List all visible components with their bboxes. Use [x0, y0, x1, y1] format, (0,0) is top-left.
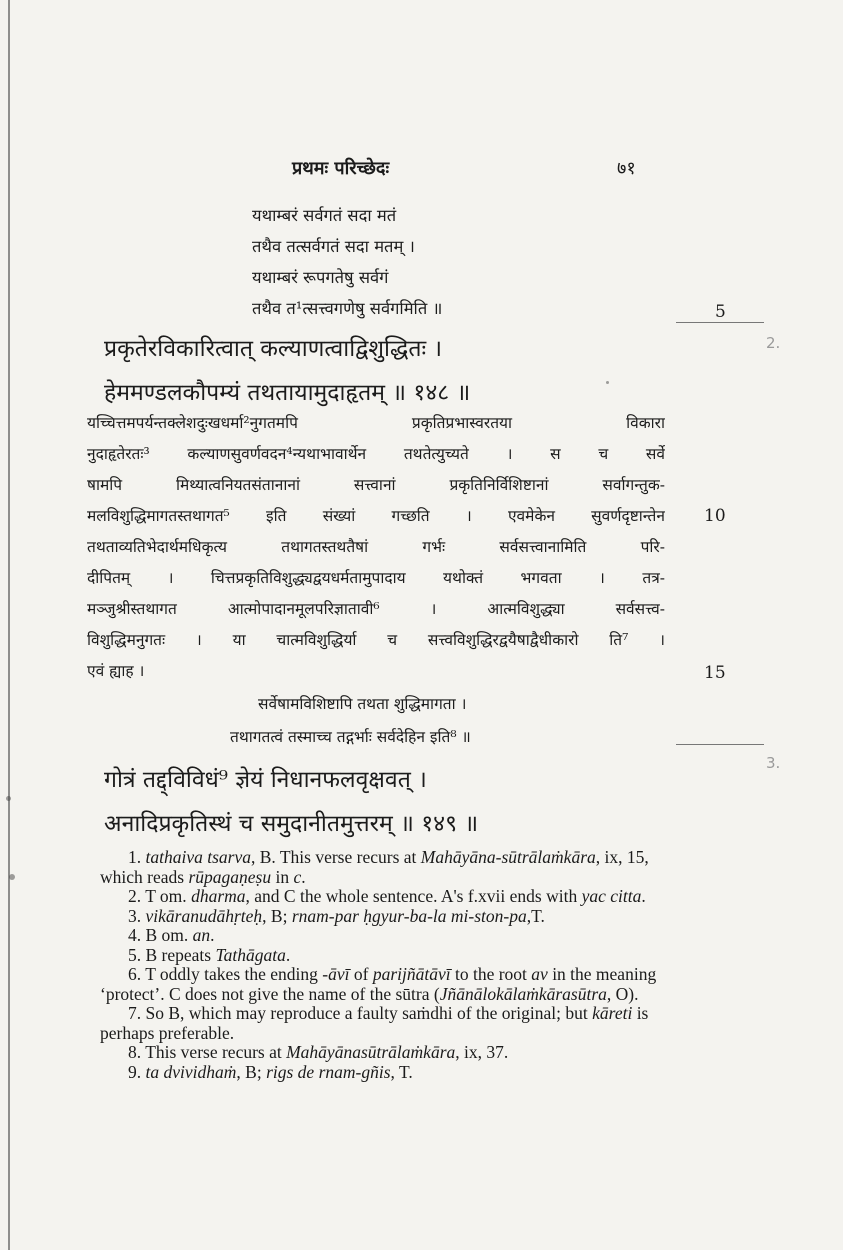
pencil-mark: 2. — [766, 334, 781, 352]
footnote-italic-text: ta dvividhaṁ — [145, 1061, 237, 1082]
commentary-line: मञ्जुश्रीस्तथागत आत्मोपादानमूलपरिज्ञातावी⁶ । आत्मविशुद्ध्या सर्वसत्त्व- — [87, 600, 665, 618]
commentary-line: नुदाहृतेरतः³ कल्याणसुवर्णवदन⁴न्यथाभावार्थेन तथतेत्युच्यते । स च सर्वे — [87, 445, 665, 463]
footnote-italic-text: dharma — [191, 886, 246, 906]
footnote-italic-text: c — [293, 866, 302, 887]
footnote-text: ,T. — [526, 905, 545, 926]
footnote-text: of — [349, 964, 373, 984]
commentary-line: एवं ह्याह । — [87, 662, 145, 680]
footnote-text: , O). — [606, 983, 639, 1004]
commentary — [87, 408, 665, 687]
footnote-italic-text: Tathāgata — [215, 944, 286, 965]
footnote-number: 2. — [128, 886, 146, 906]
footnote-italic-text: an — [192, 925, 211, 945]
footnote-text: . — [210, 925, 215, 945]
footnotes — [100, 848, 660, 1082]
footnote-text: , B; — [236, 1061, 267, 1082]
footnote-italic-text: Mahāyānasūtrālaṁkāra — [286, 1042, 456, 1062]
footnote-italic-text: parijñātāvī — [372, 964, 451, 984]
footnote-text: in — [271, 866, 294, 887]
commentary-line: दीपितम् । चित्तप्रकृतिविशुद्ध्यद्वयधर्मतामुपादाय यथोक्तं भगवता । तत्र- — [87, 569, 665, 587]
line-number-5: 5 — [715, 302, 726, 322]
footnote-italic-text: rigs de rnam-gñis — [266, 1061, 391, 1082]
footnote-text: B repeats — [145, 944, 216, 965]
commentary-line: यच्चित्तमपर्यन्तक्लेशदुःखधर्मा²नुगतमपि प्रकृतिप्रभास्वरतया विकारा — [87, 414, 665, 432]
karika-line: गोत्रं तद्द्विविधं⁹ ज्ञेयं निधानफलवृक्षवत् । — [104, 767, 427, 793]
footnote — [100, 1063, 660, 1083]
line-number-15: 15 — [704, 663, 726, 683]
verse-line: यथाम्बरं सर्वगतं सदा मतं — [252, 206, 397, 225]
karika-line: प्रकृतेरविकारित्वात् कल्याणत्वाद्विशुद्धितः । — [104, 336, 443, 362]
commentary-line: मलविशुद्धिमागतस्तथागत⁵ इति संख्यां गच्छति । एवमेकेन सुवर्णदृष्टान्तेन — [87, 507, 665, 525]
footnote — [100, 926, 660, 946]
footnote — [100, 907, 660, 927]
page-number: ७१ — [617, 158, 636, 179]
karika-149 — [104, 758, 478, 846]
footnote-text: . — [301, 866, 306, 887]
commentary-line: षामपि मिथ्यात्वनियतसंतानानां सत्त्वानां प्रकृतिनिर्विशिष्टानां सर्वागन्तुक- — [87, 476, 665, 494]
footnote-number: 5. — [128, 944, 146, 965]
verse-line: यथाम्बरं रूपगतेषु सर्वगं — [252, 268, 389, 287]
footnote-text: , T. — [390, 1061, 413, 1082]
footnote-text: . — [641, 886, 646, 906]
footnote-italic-text: kāreti — [592, 1003, 633, 1023]
margin-rule — [676, 744, 764, 745]
footnote-text: T oddly takes the ending — [145, 964, 323, 984]
footnote-number: 1. — [128, 847, 146, 867]
footnote-number: 7. — [128, 1003, 146, 1023]
footnote — [100, 1004, 660, 1043]
footnote — [100, 965, 660, 1004]
verse-block-1 — [252, 200, 442, 324]
footnote — [100, 946, 660, 966]
footnote-text: in the meaning ‘protect’. C does not give the name of the sūtra ( — [100, 964, 657, 1004]
footnote-number: 8. — [128, 1042, 146, 1062]
verse-line: सर्वेषामविशिष्टापि तथता शुद्धिमागता । — [258, 695, 467, 713]
footnote-italic-text: Mahāyāna-sūtrālaṁkāra — [420, 847, 596, 867]
footnote-text: T om. — [145, 886, 192, 906]
footnote-text: is perhaps preferable. — [100, 1003, 649, 1043]
footnote-italic-text: rnam-par ḥgyur-ba-la mi-ston-pa — [291, 905, 527, 926]
footnote-number: 4. — [128, 925, 146, 945]
karika-line: हेममण्डलकौपम्यं तथतायामुदाहृतम् ॥ १४८ ॥ — [104, 380, 471, 406]
karika-148 — [104, 327, 470, 415]
footnote-text: , and C the whole sentence. A's f.xvii ends with — [245, 886, 582, 906]
footnote-text: , B. This verse recurs at — [250, 847, 421, 867]
footnote — [100, 887, 660, 907]
commentary-line: तथताव्यतिभेदार्थमधिकृत्य तथागतस्तथतैषां गर्भः सर्वसत्त्वानामिति परि- — [87, 538, 665, 556]
footnote-italic-text: vikāranudāhṛteḥ — [145, 905, 263, 926]
scan-edge — [8, 0, 10, 1250]
footnote-text: to the root — [450, 964, 532, 984]
scan-speck — [6, 796, 11, 801]
footnote-italic-text: av — [531, 964, 548, 984]
footnote-italic-text: Jñānālokālaṁkārasūtra — [439, 983, 607, 1004]
margin-rule — [676, 322, 764, 323]
line-number-10: 10 — [704, 506, 726, 526]
footnote-number: 9. — [128, 1061, 146, 1082]
verse-line: तथागतत्वं तस्माच्च तद्गर्भाः सर्वदेहिन इति⁸ ॥ — [230, 728, 471, 746]
scan-speck — [9, 874, 15, 880]
footnote-number: 6. — [128, 964, 146, 984]
karika-line: अनादिप्रकृतिस्थं च समुदानीतमुत्तरम् ॥ १४९ ॥ — [104, 811, 479, 837]
footnote-italic-text: tathaiva tsarva — [145, 847, 251, 867]
verse-line: तथैव तत्सर्वगतं सदा मतम् । — [252, 237, 415, 256]
footnote-italic-text: rūpagaṇeṣu — [188, 866, 272, 887]
page-title: प्रथमः परिच्छेदः — [292, 158, 390, 179]
footnote-number: 3. — [128, 905, 146, 926]
footnote — [100, 848, 660, 887]
footnote-text: , ix, 37. — [455, 1042, 509, 1062]
footnote-italic-text: -āvī — [322, 964, 350, 984]
footnote-text: B om. — [145, 925, 193, 945]
footnote-text: , ix, 15, which reads — [100, 847, 649, 887]
footnote — [100, 1043, 660, 1063]
footnote-text: This verse recurs at — [145, 1042, 287, 1062]
pencil-mark: 3. — [766, 754, 781, 772]
footnote-text: . — [285, 944, 291, 965]
footnote-text: , B; — [262, 905, 292, 926]
scan-speck — [606, 381, 609, 384]
footnote-italic-text: yac citta — [581, 886, 642, 906]
footnote-text: So B, which may reproduce a faulty saṁdhi of the original; but — [145, 1003, 593, 1023]
verse-block-2 — [230, 688, 471, 754]
commentary-line: विशुद्धिमनुगतः । या चात्मविशुद्धिर्या च सत्त्वविशुद्धिरद्वयैषाद्वैधीकारो ति⁷ । — [87, 631, 665, 649]
verse-line: तथैव त¹त्सत्त्वगणेषु सर्वगमिति ॥ — [252, 299, 443, 318]
